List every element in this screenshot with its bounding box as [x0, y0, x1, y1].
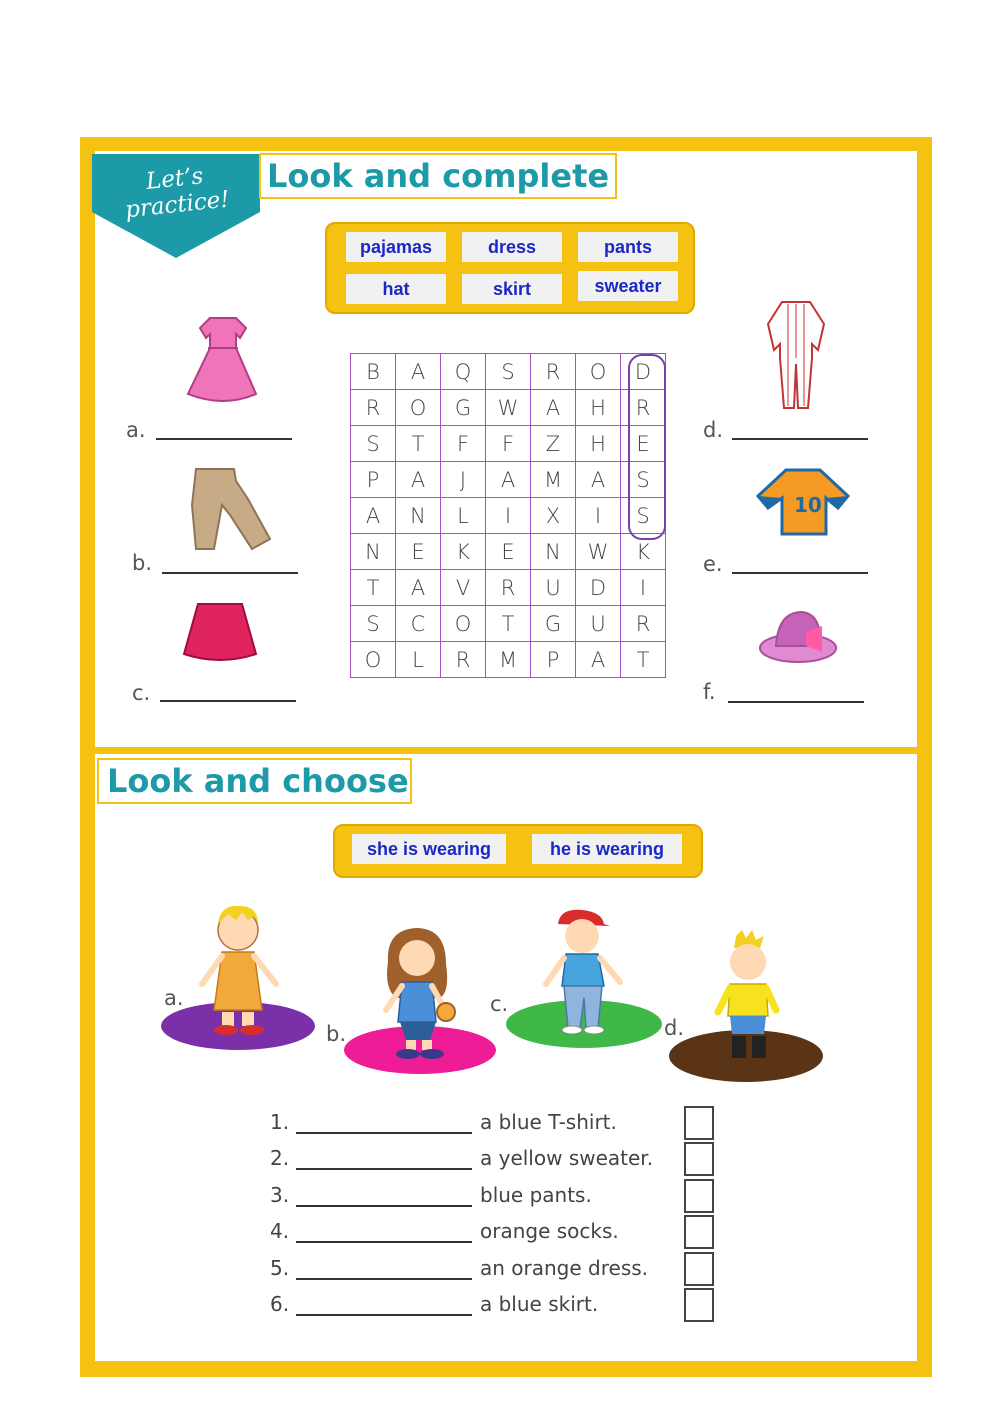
- sentence-text: orange socks.: [480, 1219, 619, 1244]
- grid-cell[interactable]: M: [486, 642, 531, 678]
- answer-checkbox[interactable]: [684, 1288, 714, 1322]
- grid-cell[interactable]: O: [396, 390, 441, 426]
- grid-cell[interactable]: X: [531, 498, 576, 534]
- grid-cell[interactable]: S: [351, 426, 396, 462]
- grid-cell[interactable]: W: [576, 534, 621, 570]
- grid-cell[interactable]: B: [351, 354, 396, 390]
- grid-cell[interactable]: A: [576, 642, 621, 678]
- grid-row: [351, 570, 666, 606]
- sentence-text: blue pants.: [480, 1182, 592, 1207]
- grid-row: [351, 606, 666, 642]
- answer-line-f[interactable]: [728, 701, 864, 703]
- grid-cell[interactable]: G: [441, 390, 486, 426]
- section2-title-box: [97, 758, 412, 804]
- grid-cell[interactable]: V: [441, 570, 486, 606]
- grid-cell[interactable]: Z: [531, 426, 576, 462]
- grid-cell[interactable]: S: [486, 354, 531, 390]
- pants-icon: [186, 465, 276, 558]
- phrase-chip: he is wearing: [532, 834, 682, 864]
- grid-cell[interactable]: A: [531, 390, 576, 426]
- grid-cell[interactable]: A: [351, 498, 396, 534]
- sentence-number: 5.: [270, 1255, 290, 1280]
- pajamas-icon: [764, 298, 828, 415]
- word-chip: skirt: [462, 274, 562, 304]
- character-label-c: c.: [490, 992, 509, 1016]
- grid-cell[interactable]: L: [441, 498, 486, 534]
- sentence-text: a yellow sweater.: [480, 1146, 654, 1171]
- found-word-highlight: [628, 354, 666, 540]
- item-label-e: e.: [703, 552, 723, 576]
- grid-cell[interactable]: G: [531, 606, 576, 642]
- hat-icon: [756, 606, 838, 673]
- dress-icon: [180, 314, 266, 411]
- answer-checkbox[interactable]: [684, 1179, 714, 1213]
- answer-line-e[interactable]: [732, 572, 868, 574]
- grid-cell[interactable]: F: [441, 426, 486, 462]
- lets-practice-badge: [92, 154, 260, 258]
- grid-cell[interactable]: R: [621, 390, 666, 426]
- grid-cell[interactable]: J: [441, 462, 486, 498]
- grid-cell[interactable]: R: [441, 642, 486, 678]
- word-chip: sweater: [578, 271, 678, 301]
- character-label-b: b.: [326, 1022, 347, 1046]
- grid-cell[interactable]: A: [396, 354, 441, 390]
- sentence-text: a blue T-shirt.: [480, 1110, 617, 1134]
- grid-cell[interactable]: L: [396, 642, 441, 678]
- item-label-c: c.: [132, 681, 151, 705]
- word-chip: pajamas: [346, 232, 446, 262]
- character-c: [506, 906, 662, 1059]
- grid-cell[interactable]: D: [576, 570, 621, 606]
- sentence-answer-line[interactable]: [296, 1314, 472, 1316]
- grid-cell[interactable]: R: [621, 606, 666, 642]
- grid-cell[interactable]: F: [486, 426, 531, 462]
- phrase-chip: she is wearing: [352, 834, 506, 864]
- sentence-number: 4.: [270, 1219, 290, 1244]
- grid-cell[interactable]: P: [531, 642, 576, 678]
- grid-cell[interactable]: E: [621, 426, 666, 462]
- answer-line-d[interactable]: [732, 438, 868, 440]
- grid-row: [351, 354, 666, 390]
- grid-cell[interactable]: T: [351, 570, 396, 606]
- section1-title-box: [259, 153, 617, 199]
- grid-cell[interactable]: A: [396, 570, 441, 606]
- character-label-a: a.: [164, 986, 184, 1010]
- sentence-number: 3.: [270, 1182, 290, 1207]
- grid-cell[interactable]: K: [621, 534, 666, 570]
- grid-cell[interactable]: C: [396, 606, 441, 642]
- sentence-answer-line[interactable]: [296, 1168, 472, 1170]
- sentence-text: a blue skirt.: [480, 1292, 599, 1316]
- grid-cell[interactable]: E: [396, 534, 441, 570]
- grid-cell[interactable]: R: [531, 354, 576, 390]
- grid-cell[interactable]: U: [576, 606, 621, 642]
- sentence-answer-line[interactable]: [296, 1278, 472, 1280]
- grid-cell[interactable]: A: [576, 462, 621, 498]
- sentence-answer-line[interactable]: [296, 1205, 472, 1207]
- grid-cell[interactable]: H: [576, 426, 621, 462]
- character-b: [342, 922, 498, 1083]
- grid-row: [351, 534, 666, 570]
- sentence-answer-line[interactable]: [296, 1241, 472, 1243]
- grid-cell[interactable]: O: [576, 354, 621, 390]
- sentence-number: 1.: [270, 1110, 290, 1134]
- grid-cell[interactable]: T: [396, 426, 441, 462]
- grid-cell[interactable]: A: [396, 462, 441, 498]
- grid-cell[interactable]: R: [351, 390, 396, 426]
- badge-line2: practice!: [123, 186, 231, 224]
- item-label-b: b.: [132, 551, 153, 575]
- grid-cell[interactable]: E: [486, 534, 531, 570]
- character-a: [160, 900, 316, 1061]
- grid-cell[interactable]: N: [396, 498, 441, 534]
- word-chip: dress: [462, 232, 562, 262]
- skirt-icon: [180, 600, 260, 671]
- item-label-a: a.: [126, 418, 146, 442]
- grid-cell[interactable]: I: [576, 498, 621, 534]
- grid-cell[interactable]: K: [441, 534, 486, 570]
- svg-text:10: 10: [794, 493, 822, 517]
- grid-cell[interactable]: H: [576, 390, 621, 426]
- grid-cell[interactable]: S: [621, 462, 666, 498]
- grid-cell[interactable]: M: [531, 462, 576, 498]
- answer-line-a[interactable]: [156, 438, 292, 440]
- item-label-d: d.: [703, 418, 724, 442]
- word-chip: pants: [578, 232, 678, 262]
- grid-row: [351, 390, 666, 426]
- grid-cell[interactable]: S: [621, 498, 666, 534]
- grid-cell[interactable]: R: [486, 570, 531, 606]
- answer-checkbox[interactable]: [684, 1142, 714, 1176]
- grid-cell[interactable]: U: [531, 570, 576, 606]
- sentence-answer-line[interactable]: [296, 1132, 472, 1134]
- answer-checkbox[interactable]: [684, 1252, 714, 1286]
- answer-line-c[interactable]: [160, 700, 296, 702]
- grid-row: [351, 498, 666, 534]
- section1-title: Look and complete: [267, 157, 610, 195]
- section2-title: Look and choose: [107, 762, 409, 800]
- grid-cell[interactable]: O: [351, 642, 396, 678]
- sentence-text: an orange dress.: [480, 1255, 649, 1280]
- grid-cell[interactable]: W: [486, 390, 531, 426]
- grid-cell[interactable]: O: [441, 606, 486, 642]
- word-chip: hat: [346, 274, 446, 304]
- answer-checkbox[interactable]: [684, 1106, 714, 1140]
- grid-cell[interactable]: I: [621, 570, 666, 606]
- grid-cell[interactable]: T: [486, 606, 531, 642]
- character-d: [668, 928, 824, 1089]
- grid-cell[interactable]: N: [531, 534, 576, 570]
- sentence-number: 6.: [270, 1292, 290, 1316]
- sentence-number: 2.: [270, 1146, 290, 1171]
- grid-row: [351, 642, 666, 678]
- grid-cell[interactable]: Q: [441, 354, 486, 390]
- grid-cell[interactable]: T: [621, 642, 666, 678]
- grid-cell[interactable]: N: [351, 534, 396, 570]
- grid-cell[interactable]: I: [486, 498, 531, 534]
- grid-cell[interactable]: S: [351, 606, 396, 642]
- grid-cell[interactable]: D: [621, 354, 666, 390]
- grid-cell[interactable]: P: [351, 462, 396, 498]
- grid-row: [351, 426, 666, 462]
- answer-checkbox[interactable]: [684, 1215, 714, 1249]
- item-label-f: f.: [703, 680, 716, 704]
- grid-row: [351, 462, 666, 498]
- sweater-icon: [756, 466, 852, 545]
- badge-line1: Let’s: [144, 163, 205, 195]
- grid-cell[interactable]: A: [486, 462, 531, 498]
- answer-line-b[interactable]: [162, 572, 298, 574]
- word-search-grid: [350, 353, 666, 678]
- character-label-d: d.: [664, 1016, 685, 1040]
